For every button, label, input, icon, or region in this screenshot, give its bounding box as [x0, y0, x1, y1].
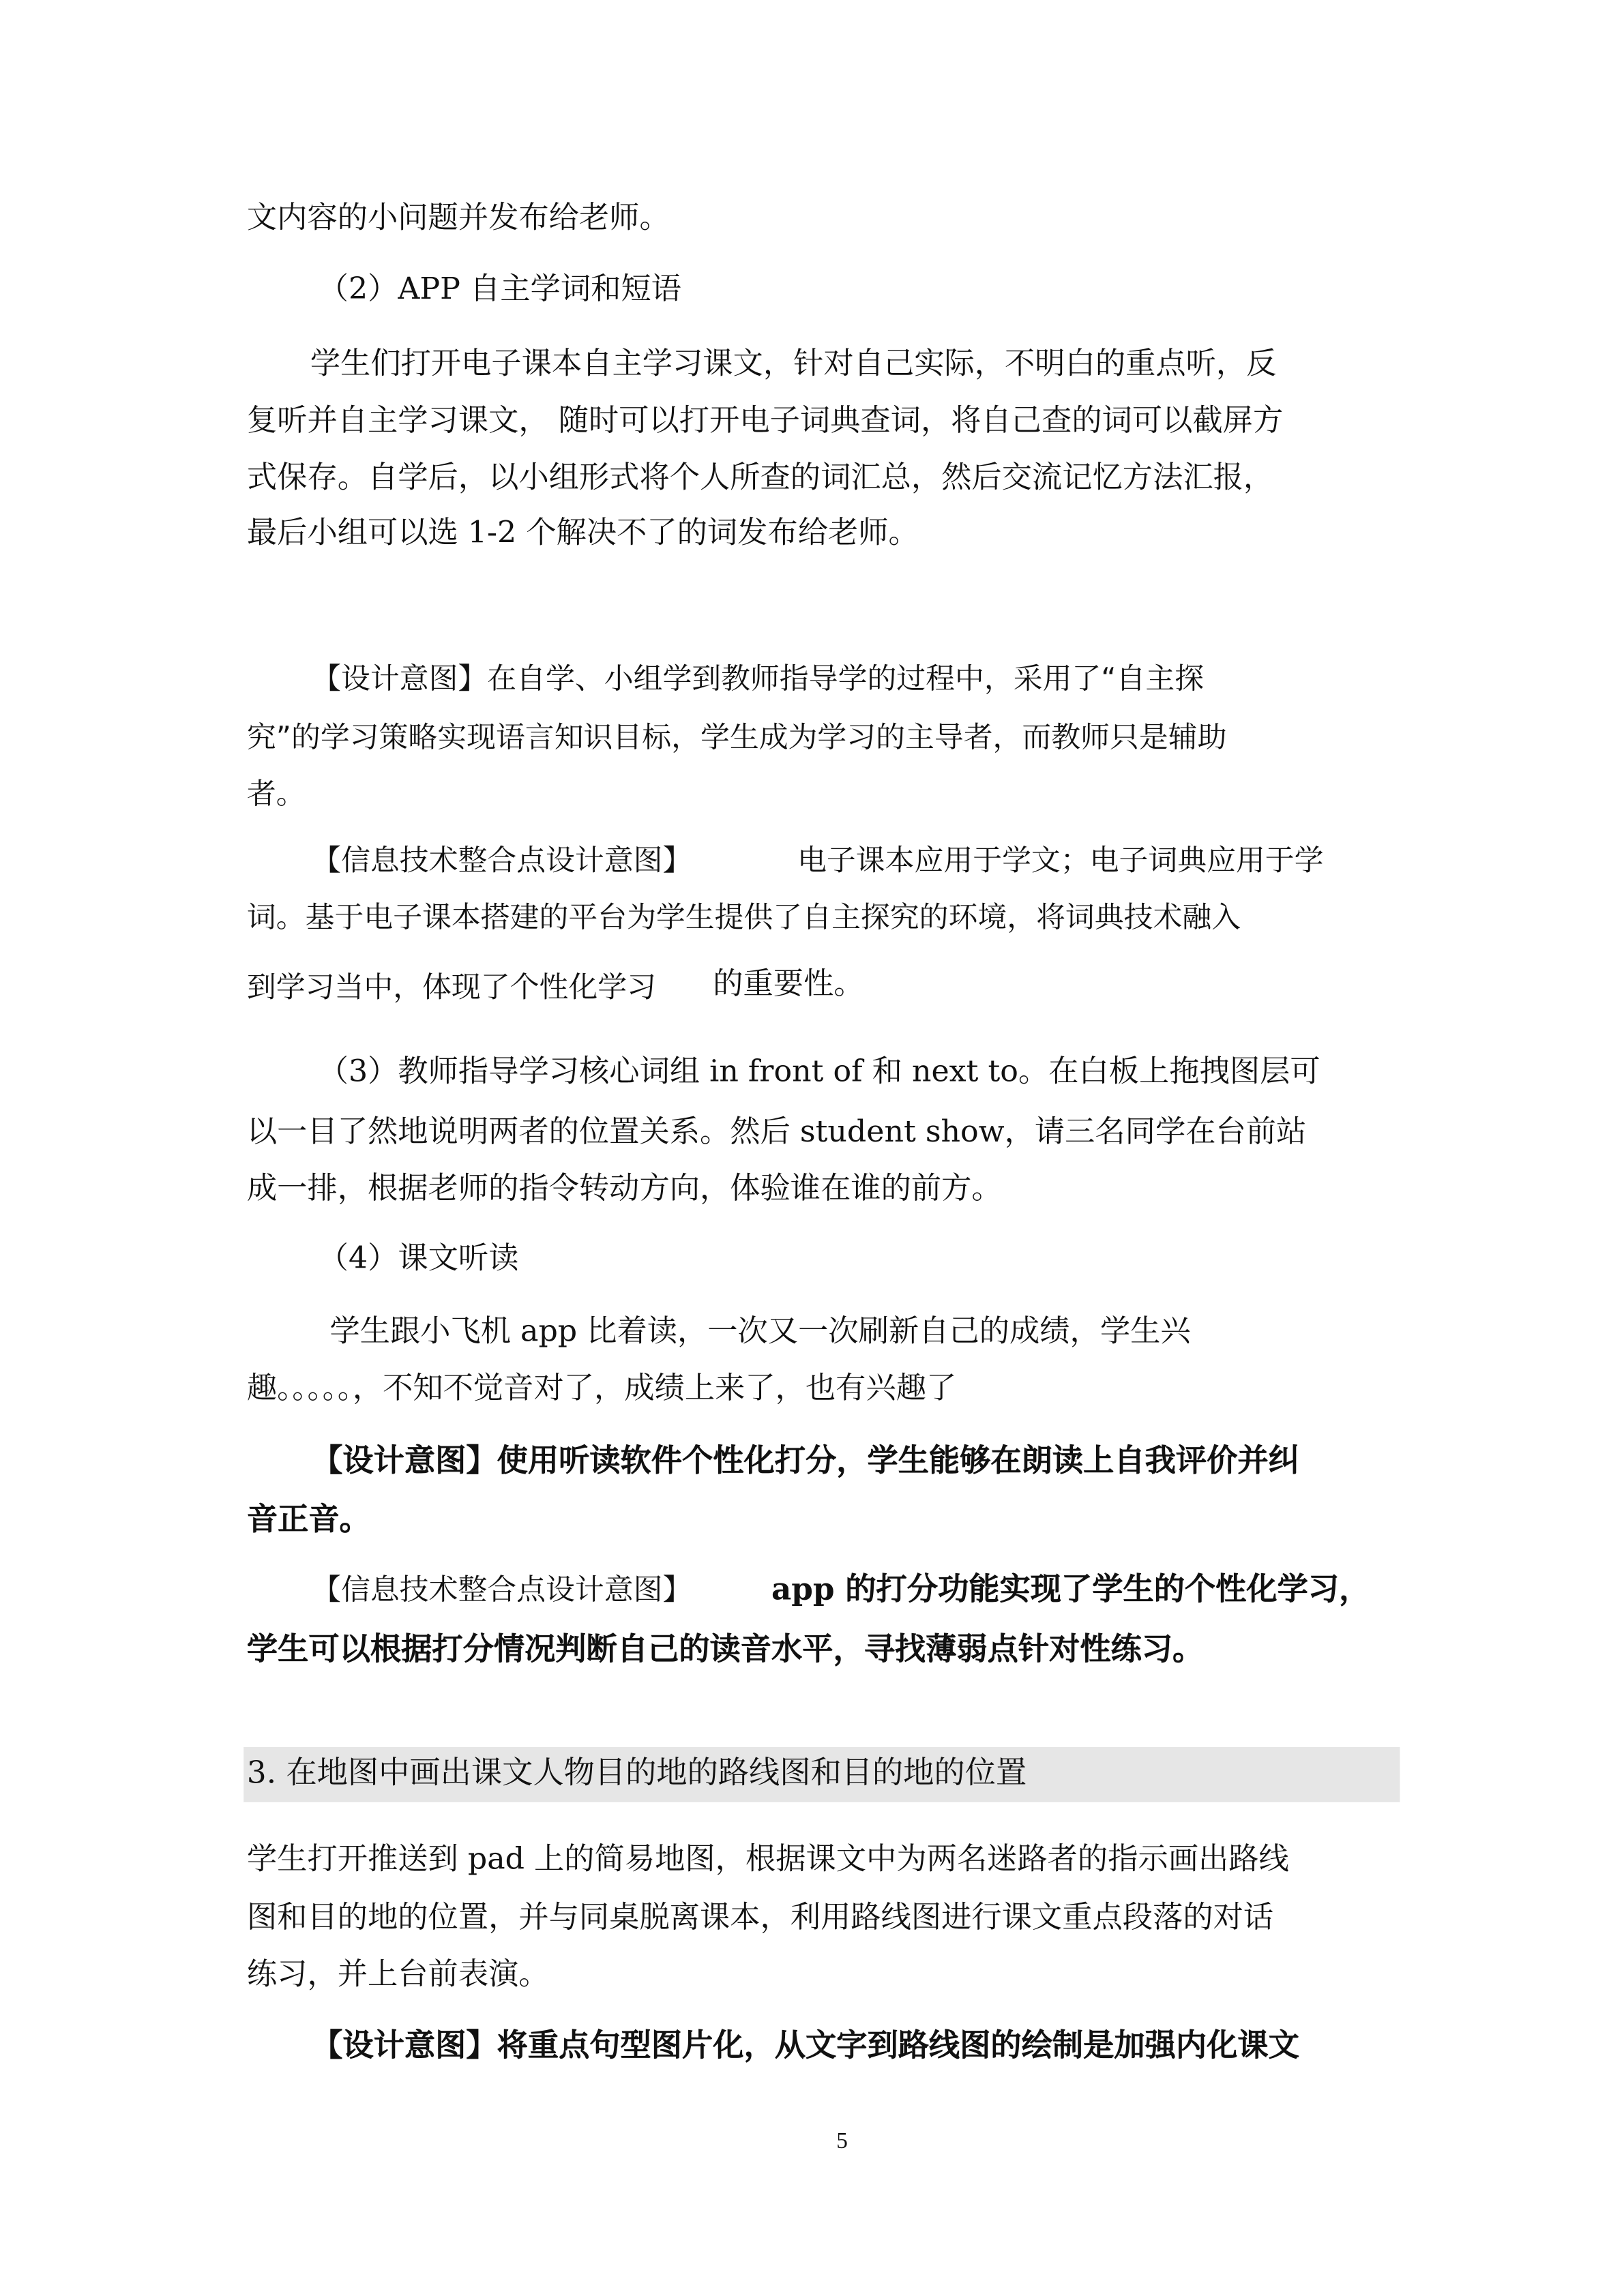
subsection-title: （4）课文听读: [318, 1242, 519, 1277]
paragraph-line: 学生打开推送到 pad 上的简易地图，根据课文中为两名迷路者的指示画出路线: [246, 1843, 1289, 1877]
paragraph-line: 最后小组可以选 1-2 个解决不了的词发布给老师。: [246, 516, 919, 551]
paragraph-line: （3）教师指导学习核心词组 in front of 和 next to。在白板上拖拽图层可: [318, 1055, 1320, 1090]
it-intent-line: app 的打分功能实现了学生的个性化学习，: [771, 1571, 1370, 1608]
paragraph-line: 练习，并上台前表演。: [246, 1958, 549, 1993]
it-intent-line: 到学习当中，体现了个性化学习: [246, 970, 656, 1005]
design-intent-line: 【设计意图】在自学、小组学到教师指导学的过程中，采用了“自主探: [312, 662, 1205, 697]
it-intent-line: 电子课本应用于学文；电子词典应用于学: [797, 844, 1324, 879]
paragraph-line: 以一目了然地说明两者的位置关系。然后 student show，请三名同学在台前站: [246, 1115, 1307, 1150]
design-intent-line: 音正音。: [246, 1502, 370, 1538]
design-intent-line: 者。: [246, 777, 306, 812]
it-intent-label: 【信息技术整合点设计意图】: [312, 844, 692, 879]
it-intent-line: 词。基于电子课本搭建的平台为学生提供了自主探究的环境，将词典技术融入: [246, 901, 1241, 936]
paragraph-line: 学生跟小飞机 app 比着读，一次又一次刷新自己的成绩，学生兴: [329, 1315, 1191, 1350]
design-intent-line: 【设计意图】使用听读软件个性化打分，学生能够在朗读上自我评价并纠: [312, 1443, 1299, 1480]
subsection-title: （2）APP 自主学词和短语: [318, 273, 681, 308]
it-intent-line: 学生可以根据打分情况判断自己的读音水平，寻找薄弱点针对性练习。: [246, 1631, 1204, 1668]
design-intent-line: 【设计意图】将重点句型图片化，从文字到路线图的绘制是加强内化课文: [312, 2027, 1299, 2064]
page-number: 5: [836, 2130, 848, 2155]
paragraph-line: 趣。。。。。，不知不觉音对了，成绩上来了，也有兴趣了: [246, 1371, 957, 1406]
it-intent-emphasis: 的重要性。: [713, 968, 864, 1002]
it-intent-label: 【信息技术整合点设计意图】: [312, 1573, 692, 1608]
section-heading: 3. 在地图中画出课文人物目的地的路线图和目的地的位置: [246, 1755, 1027, 1791]
paragraph-line: 复听并自主学习课文， 随时可以打开电子词典查词，将自己查的词可以截屏方: [246, 404, 1284, 438]
design-intent-line: 究”的学习策略实现语言知识目标，学生成为学习的主导者，而教师只是辅助: [246, 721, 1227, 756]
paragraph-line: 文内容的小问题并发布给老师。: [246, 201, 670, 236]
paragraph-line: 学生们打开电子课本自主学习课文，针对自己实际，不明白的重点听，反: [310, 347, 1277, 382]
paragraph-line: 式保存。自学后，以小组形式将个人所查的词汇总，然后交流记忆方法汇报，: [246, 461, 1274, 496]
paragraph-line: 图和目的地的位置，并与同桌脱离课本，利用路线图进行课文重点段落的对话: [246, 1901, 1274, 1936]
paragraph-line: 成一排，根据老师的指令转动方向，体验谁在谁的前方。: [246, 1172, 1002, 1207]
